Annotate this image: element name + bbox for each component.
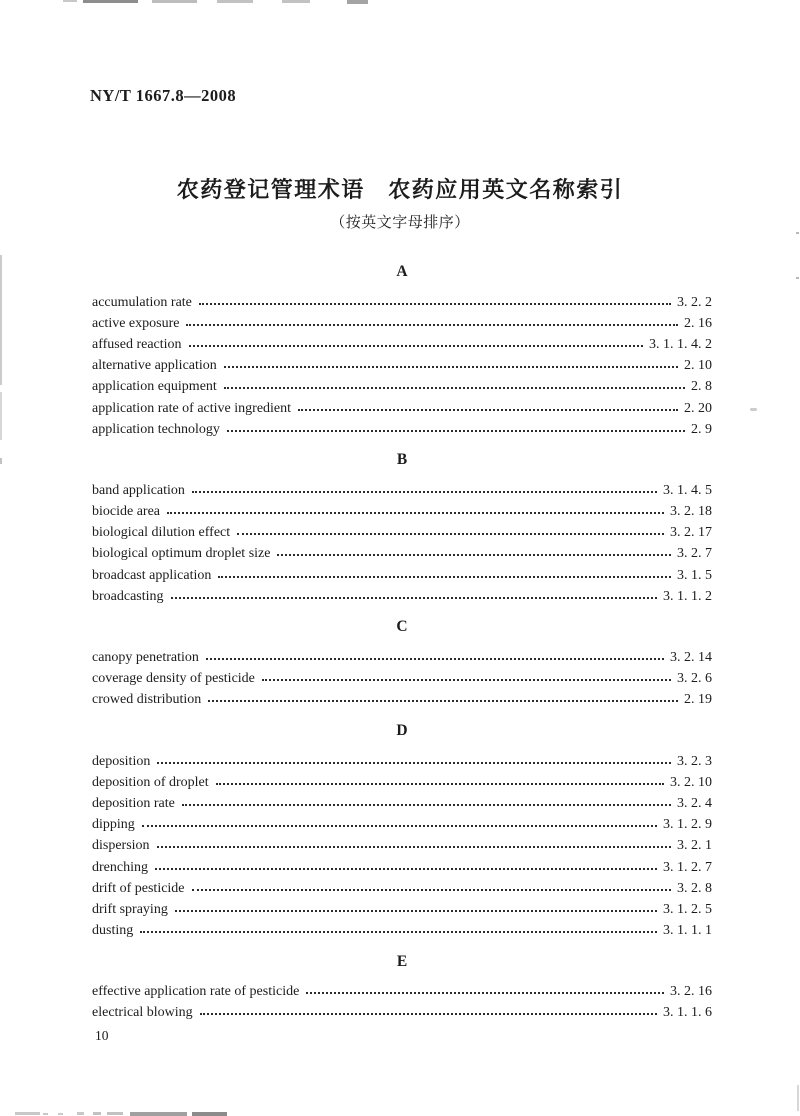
scan-artifact: [282, 0, 310, 3]
dot-leader: [206, 658, 664, 660]
entry-term: drift of pesticide: [92, 880, 185, 896]
dot-leader: [200, 1013, 657, 1015]
entry-ref: 3. 2. 14: [670, 650, 712, 666]
index-entry: [92, 982, 712, 1003]
index-section: [92, 252, 712, 440]
entry-ref: 2. 16: [684, 315, 712, 331]
scan-artifact: [130, 1112, 187, 1116]
entry-term: biological dilution effect: [92, 525, 231, 541]
section-letter: A: [396, 263, 408, 280]
page-title: 农药登记管理术语 农药应用英文名称索引: [176, 176, 624, 202]
dot-leader: [189, 345, 643, 347]
section-entries: [92, 751, 712, 942]
dot-leader: [175, 910, 657, 912]
entry-term: drenching: [92, 859, 148, 875]
entry-term: active exposure: [92, 315, 180, 331]
index-entry: [92, 751, 712, 772]
section-entries: [92, 292, 712, 440]
index-entry: [92, 586, 712, 607]
index-entry: [92, 480, 712, 501]
entry-ref: 2. 8: [691, 379, 712, 395]
dot-leader: [182, 804, 671, 806]
entry-ref: 3. 1. 1. 4. 2: [649, 336, 712, 352]
index-entry: [92, 313, 712, 334]
scan-artifact: [0, 392, 2, 440]
entry-ref: 3. 2. 16: [670, 984, 712, 1000]
page-number: 10: [95, 1028, 109, 1043]
index-entry: [92, 878, 712, 899]
index-section: [92, 711, 712, 942]
dot-leader: [298, 409, 678, 411]
dot-leader: [157, 762, 671, 764]
entry-term: application equipment: [92, 379, 217, 395]
scan-artifact: [58, 1113, 63, 1115]
dot-leader: [192, 491, 657, 493]
scan-artifact: [796, 277, 799, 279]
entry-term: broadcasting: [92, 588, 164, 604]
index-entry: [92, 1003, 712, 1024]
section-entries: [92, 647, 712, 711]
entry-term: electrical blowing: [92, 1005, 193, 1021]
entry-term: accumulation rate: [92, 294, 192, 310]
standard-number: NY/T 1667.8—2008: [90, 86, 237, 105]
entry-ref: 3. 2. 17: [670, 525, 712, 541]
entry-term: canopy penetration: [92, 650, 199, 666]
entry-term: deposition rate: [92, 795, 175, 811]
entry-ref: 3. 1. 1. 1: [663, 923, 712, 939]
entry-ref: 2. 20: [684, 400, 712, 416]
scan-artifact: [217, 0, 253, 3]
entry-ref: 2. 10: [684, 358, 712, 374]
section-letter: B: [396, 451, 408, 469]
dot-leader: [262, 679, 671, 681]
index-list: [92, 252, 712, 1024]
dot-leader: [171, 597, 657, 599]
index-entry: [92, 502, 712, 523]
scan-artifact: [192, 1112, 227, 1116]
dot-leader: [157, 846, 671, 848]
entry-ref: 3. 1. 1. 6: [663, 1005, 712, 1021]
index-entry: [92, 356, 712, 377]
scan-artifact: [77, 1112, 84, 1115]
index-section: [92, 440, 712, 607]
scan-artifact: [107, 1112, 123, 1115]
entry-ref: 3. 2. 6: [677, 671, 712, 687]
index-entry: [92, 921, 712, 942]
dot-leader: [227, 430, 685, 432]
dot-leader: [237, 533, 664, 535]
entry-term: crowed distribution: [92, 692, 202, 708]
entry-ref: 3. 2. 4: [677, 795, 712, 811]
index-entry: [92, 669, 712, 690]
scan-artifact: [152, 0, 197, 3]
scan-artifact: [0, 458, 2, 464]
dot-leader: [208, 700, 678, 702]
entry-term: effective application rate of pesticide: [92, 984, 300, 1000]
dot-leader: [306, 992, 664, 994]
dot-leader: [224, 366, 678, 368]
index-section: [92, 607, 712, 711]
entry-ref: 3. 2. 18: [670, 504, 712, 520]
index-entry: [92, 544, 712, 565]
entry-term: dusting: [92, 923, 134, 939]
entry-term: dispersion: [92, 838, 150, 854]
entry-ref: 2. 19: [684, 692, 712, 708]
scan-artifact: [63, 0, 77, 2]
dot-leader: [186, 324, 678, 326]
scan-artifact: [796, 232, 799, 234]
section-entries: [92, 982, 712, 1024]
dot-leader: [155, 868, 657, 870]
entry-term: dipping: [92, 817, 135, 833]
entry-term: deposition: [92, 753, 151, 769]
scan-artifact: [43, 1113, 48, 1115]
entry-ref: 3. 2. 2: [677, 294, 712, 310]
dot-leader: [192, 889, 671, 891]
index-entry: [92, 419, 712, 440]
entry-ref: 3. 2. 10: [670, 774, 712, 790]
entry-term: affused reaction: [92, 336, 182, 352]
index-entry: [92, 334, 712, 355]
index-entry: [92, 565, 712, 586]
dot-leader: [142, 825, 657, 827]
entry-ref: 3. 2. 7: [677, 546, 712, 562]
index-entry: [92, 398, 712, 419]
scan-artifact: [83, 0, 138, 3]
entry-term: biological optimum droplet size: [92, 546, 271, 562]
index-entry: [92, 857, 712, 878]
scan-artifact: [93, 1112, 101, 1115]
entry-term: application rate of active ingredient: [92, 400, 292, 416]
index-entry: [92, 793, 712, 814]
index-entry: [92, 836, 712, 857]
index-entry: [92, 899, 712, 920]
entry-term: application technology: [92, 421, 220, 437]
entry-term: band application: [92, 482, 185, 498]
entry-ref: 3. 1. 2. 7: [663, 859, 712, 875]
index-entry: [92, 647, 712, 668]
section-letter: E: [396, 952, 408, 970]
entry-term: broadcast application: [92, 567, 212, 583]
section-entries: [92, 480, 712, 607]
entry-ref: 3. 1. 1. 2: [663, 588, 712, 604]
index-entry: [92, 815, 712, 836]
scan-artifact: [797, 1085, 799, 1111]
entry-ref: 2. 9: [691, 421, 712, 437]
dot-leader: [167, 512, 664, 514]
index-entry: [92, 690, 712, 711]
scan-artifact: [15, 1112, 40, 1115]
entry-ref: 3. 1. 5: [677, 567, 712, 583]
scan-artifact: [750, 408, 757, 411]
entry-ref: 3. 1. 2. 9: [663, 817, 712, 833]
index-entry: [92, 292, 712, 313]
scan-artifact: [347, 0, 368, 4]
entry-ref: 3. 2. 1: [677, 838, 712, 854]
dot-leader: [216, 783, 664, 785]
index-section: [92, 942, 712, 1024]
dot-leader: [140, 931, 657, 933]
entry-term: deposition of droplet: [92, 774, 209, 790]
index-entry: [92, 523, 712, 544]
entry-ref: 3. 2. 3: [677, 753, 712, 769]
index-entry: [92, 772, 712, 793]
entry-term: coverage density of pesticide: [92, 671, 255, 687]
scan-artifact: [0, 255, 2, 385]
section-letter: D: [396, 722, 408, 739]
entry-term: drift spraying: [92, 901, 168, 917]
entry-ref: 3. 2. 8: [677, 880, 712, 896]
entry-ref: 3. 1. 2. 5: [663, 901, 712, 917]
dot-leader: [224, 387, 685, 389]
dot-leader: [218, 576, 671, 578]
section-letter: C: [396, 618, 408, 636]
dot-leader: [277, 554, 671, 556]
index-entry: [92, 377, 712, 398]
entry-ref: 3. 1. 4. 5: [663, 482, 712, 498]
page-subtitle: （按英文字母排序）: [330, 215, 470, 231]
entry-term: alternative application: [92, 358, 217, 374]
entry-term: biocide area: [92, 504, 161, 520]
dot-leader: [199, 303, 671, 305]
